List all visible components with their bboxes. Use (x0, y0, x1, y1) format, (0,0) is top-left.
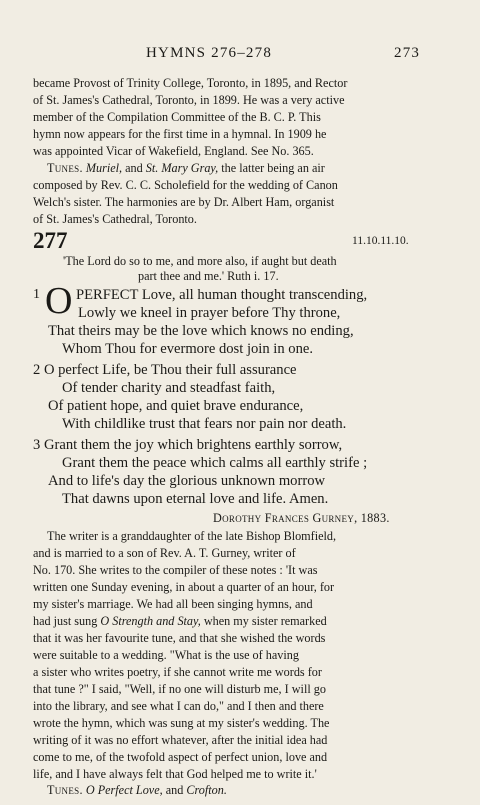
note-line: writing of it was no effort whatever, after the initial idea had (33, 733, 328, 747)
note-line: into the library, and see what I can do," and I then and there (33, 699, 324, 713)
intro-line: of St. James's Cathedral, Toronto. (33, 212, 197, 226)
tune-name: O Strength and Stay, (100, 614, 201, 628)
verse-line: 3 Grant them the joy which brightens earthly sorrow, (33, 437, 343, 453)
note-line: a sister who writes poetry, if she cannot write me words for (33, 665, 322, 679)
drop-cap-initial: O (45, 280, 73, 322)
hymn-author: Dorothy Frances Gurney, 1883. (213, 511, 390, 525)
epigraph-line: 'The Lord do so to me, and more also, if aught but death (63, 254, 337, 268)
note-text: had just sung (33, 614, 101, 628)
note-line: The writer is a granddaughter of the late Bishop Blomfield, (47, 529, 337, 543)
note-line: my sister's marriage. We had all been singing hymns, and (33, 597, 313, 611)
tune-name: Crofton. (186, 783, 227, 797)
note-line: written one Sunday evening, in about a quarter of an hour, for (33, 580, 335, 594)
epigraph-line: part thee and me.' Ruth i. 17. (138, 269, 279, 283)
tune-name: St. Mary Gray, (145, 161, 219, 175)
intro-line: was appointed Vicar of Wakefield, England. See No. 365. (33, 144, 314, 158)
note-line: No. 170. She writes to the compiler of these notes : 'It was (33, 563, 318, 577)
intro-line: member of the Compilation Committee of the B. C. P. This (33, 110, 321, 124)
tunes-rest: the latter being an air (218, 161, 325, 175)
intro-line: composed by Rev. C. C. Scholefield for the wedding of Canon (33, 178, 338, 192)
intro-tunes-line (47, 162, 325, 174)
verse-line: Of patient hope, and quiet brave endurance, (48, 398, 304, 414)
note-line: and is married to a son of Rev. A. T. Gurney, writer of (33, 546, 296, 560)
verse-line: That dawns upon eternal love and life. Amen. (62, 491, 329, 507)
page-number: 273 (394, 45, 421, 61)
note-line: that it was her favourite tune, and that she wished the words (33, 631, 326, 645)
verse-line: PERFECT Love, all human thought transcending, (76, 287, 368, 303)
intro-line: Welch's sister. The harmonies are by Dr. Albert Ham, organist (33, 195, 335, 209)
note-line: wrote the hymn, which was sung at my sister's wedding. The (33, 716, 330, 730)
tunes-line (47, 784, 227, 796)
tune-name: O Perfect Love, (85, 783, 163, 797)
note-line: that tune ?" I said, "Well, if no one will disturb me, I will go (33, 682, 326, 696)
note-line: come to me, of the twofold aspect of perfect union, love and (33, 750, 328, 764)
tunes-conjunction: and (162, 783, 187, 797)
verse-line: Of tender charity and steadfast faith, (62, 380, 276, 396)
tunes-label: Tunes. (47, 783, 83, 797)
verse-number: 1 (33, 287, 40, 302)
hymn-meter: 11.10.11.10. (352, 235, 409, 247)
verse-line: And to life's day the glorious unknown morrow (48, 473, 326, 489)
note-line: were suitable to a wedding. "What is the use of having (33, 648, 299, 662)
intro-line: became Provost of Trinity College, Toronto, in 1895, and Rector (33, 76, 348, 90)
intro-line: hymn now appears for the first time in a hymnal. In 1909 he (33, 127, 327, 141)
verse-line: With childlike trust that fears nor pain nor death. (62, 416, 347, 432)
verse-line: Lowly we kneel in prayer before Thy throne, (78, 305, 341, 321)
running-header-title: HYMNS 276–278 (146, 45, 273, 61)
hymn-number: 277 (33, 228, 68, 253)
verse-line: Grant them the peace which calms all earthly strife ; (62, 455, 368, 471)
verse-line: 2 O perfect Life, be Thou their full assurance (33, 362, 297, 378)
tunes-conjunction: and (122, 161, 146, 175)
verse-line: Whom Thou for evermore dost join in one. (62, 341, 314, 357)
tunes-label: Tunes. (47, 161, 83, 175)
intro-line: of St. James's Cathedral, Toronto, in 1899. He was a very active (33, 93, 345, 107)
note-line (33, 615, 327, 627)
tune-name: Muriel, (85, 161, 123, 175)
note-line: life, and I have always felt that God helped me to write it.' (33, 767, 317, 781)
note-text: when my sister remarked (200, 614, 327, 628)
verse-line: That theirs may be the love which knows no ending, (48, 323, 354, 339)
